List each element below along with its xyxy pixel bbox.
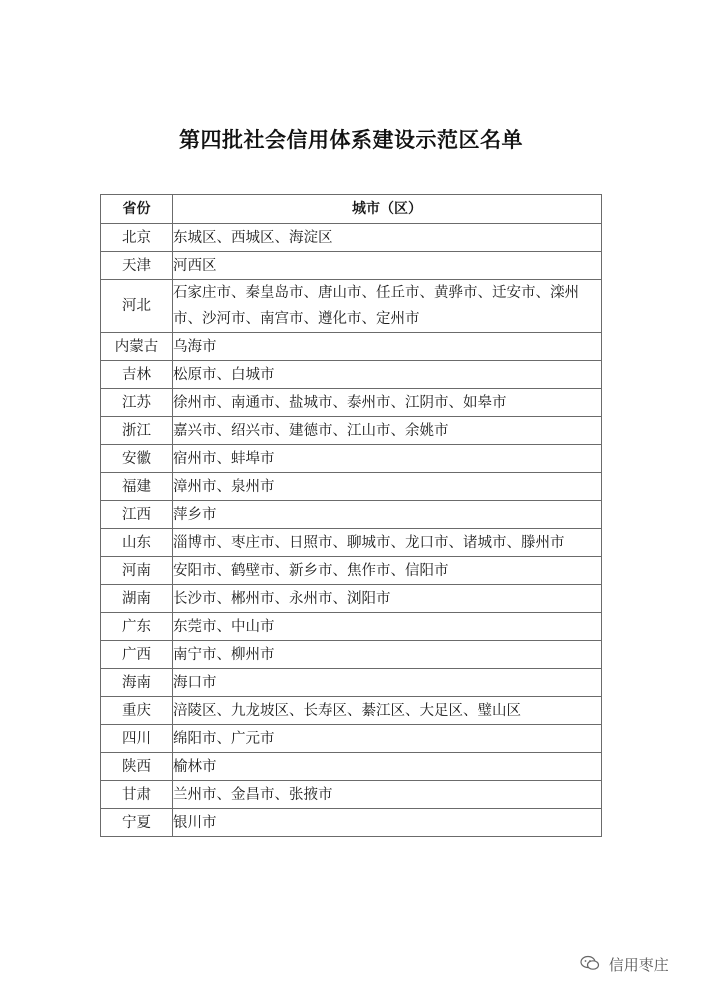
table-row	[101, 753, 602, 781]
table-row	[101, 417, 602, 445]
cities-cell: 淄博市、枣庄市、日照市、聊城市、龙口市、诸城市、滕州市	[173, 529, 602, 557]
table-row	[101, 252, 602, 280]
table-row	[101, 280, 602, 333]
watermark	[580, 954, 669, 975]
table-row	[101, 725, 602, 753]
cities-cell: 海口市	[173, 669, 602, 697]
table-row	[101, 697, 602, 725]
province-cell: 广西	[101, 641, 173, 669]
cities-cell: 河西区	[173, 252, 602, 280]
header-cities: 城市（区）	[173, 195, 602, 224]
province-cell: 福建	[101, 473, 173, 501]
table-row	[101, 557, 602, 585]
table-header-row	[101, 195, 602, 224]
province-cell: 甘肃	[101, 781, 173, 809]
province-cell: 重庆	[101, 697, 173, 725]
table-row	[101, 501, 602, 529]
province-cell: 江苏	[101, 389, 173, 417]
header-province: 省份	[101, 195, 173, 224]
cities-cell: 安阳市、鹤壁市、新乡市、焦作市、信阳市	[173, 557, 602, 585]
table-row	[101, 389, 602, 417]
table-row	[101, 613, 602, 641]
province-cell: 北京	[101, 224, 173, 252]
table-row	[101, 361, 602, 389]
cities-cell: 银川市	[173, 809, 602, 837]
province-cell: 浙江	[101, 417, 173, 445]
cities-cell: 涪陵区、九龙坡区、长寿区、綦江区、大足区、璧山区	[173, 697, 602, 725]
table-row	[101, 224, 602, 252]
province-cell: 宁夏	[101, 809, 173, 837]
watermark-text: 信用枣庄	[608, 956, 669, 974]
table-row	[101, 641, 602, 669]
document-title: 第四批社会信用体系建设示范区名单	[179, 128, 523, 152]
table-row	[101, 473, 602, 501]
province-cell: 安徽	[101, 445, 173, 473]
province-cell: 河南	[101, 557, 173, 585]
table-row	[101, 669, 602, 697]
province-cell: 湖南	[101, 585, 173, 613]
table-row	[101, 585, 602, 613]
cities-cell: 东莞市、中山市	[173, 613, 602, 641]
table-row	[101, 781, 602, 809]
cities-cell: 漳州市、泉州市	[173, 473, 602, 501]
province-cell: 海南	[101, 669, 173, 697]
cities-cell: 绵阳市、广元市	[173, 725, 602, 753]
table-row	[101, 809, 602, 837]
cities-cell: 松原市、白城市	[173, 361, 602, 389]
cities-cell: 长沙市、郴州市、永州市、浏阳市	[173, 585, 602, 613]
province-cell: 内蒙古	[101, 333, 173, 361]
province-cell: 江西	[101, 501, 173, 529]
province-cell: 陕西	[101, 753, 173, 781]
cities-cell: 兰州市、金昌市、张掖市	[173, 781, 602, 809]
province-cell: 吉林	[101, 361, 173, 389]
cities-cell: 东城区、西城区、海淀区	[173, 224, 602, 252]
province-cell: 河北	[101, 280, 173, 333]
cities-cell: 徐州市、南通市、盐城市、泰州市、江阴市、如皋市	[173, 389, 602, 417]
province-cell: 山东	[101, 529, 173, 557]
cities-cell: 嘉兴市、绍兴市、建德市、江山市、余姚市	[173, 417, 602, 445]
wechat-icon	[580, 955, 600, 975]
province-cell: 广东	[101, 613, 173, 641]
table-row	[101, 529, 602, 557]
cities-cell: 宿州市、蚌埠市	[173, 445, 602, 473]
cities-cell: 南宁市、柳州市	[173, 641, 602, 669]
cities-cell: 榆林市	[173, 753, 602, 781]
cities-cell: 萍乡市	[173, 501, 602, 529]
cities-cell: 乌海市	[173, 333, 602, 361]
table-row	[101, 445, 602, 473]
table-row	[101, 333, 602, 361]
demo-zone-table	[100, 194, 602, 837]
province-cell: 四川	[101, 725, 173, 753]
province-cell: 天津	[101, 252, 173, 280]
cities-cell: 石家庄市、秦皇岛市、唐山市、任丘市、黄骅市、迁安市、滦州市、沙河市、南宫市、遵化市、定州市	[173, 280, 602, 333]
